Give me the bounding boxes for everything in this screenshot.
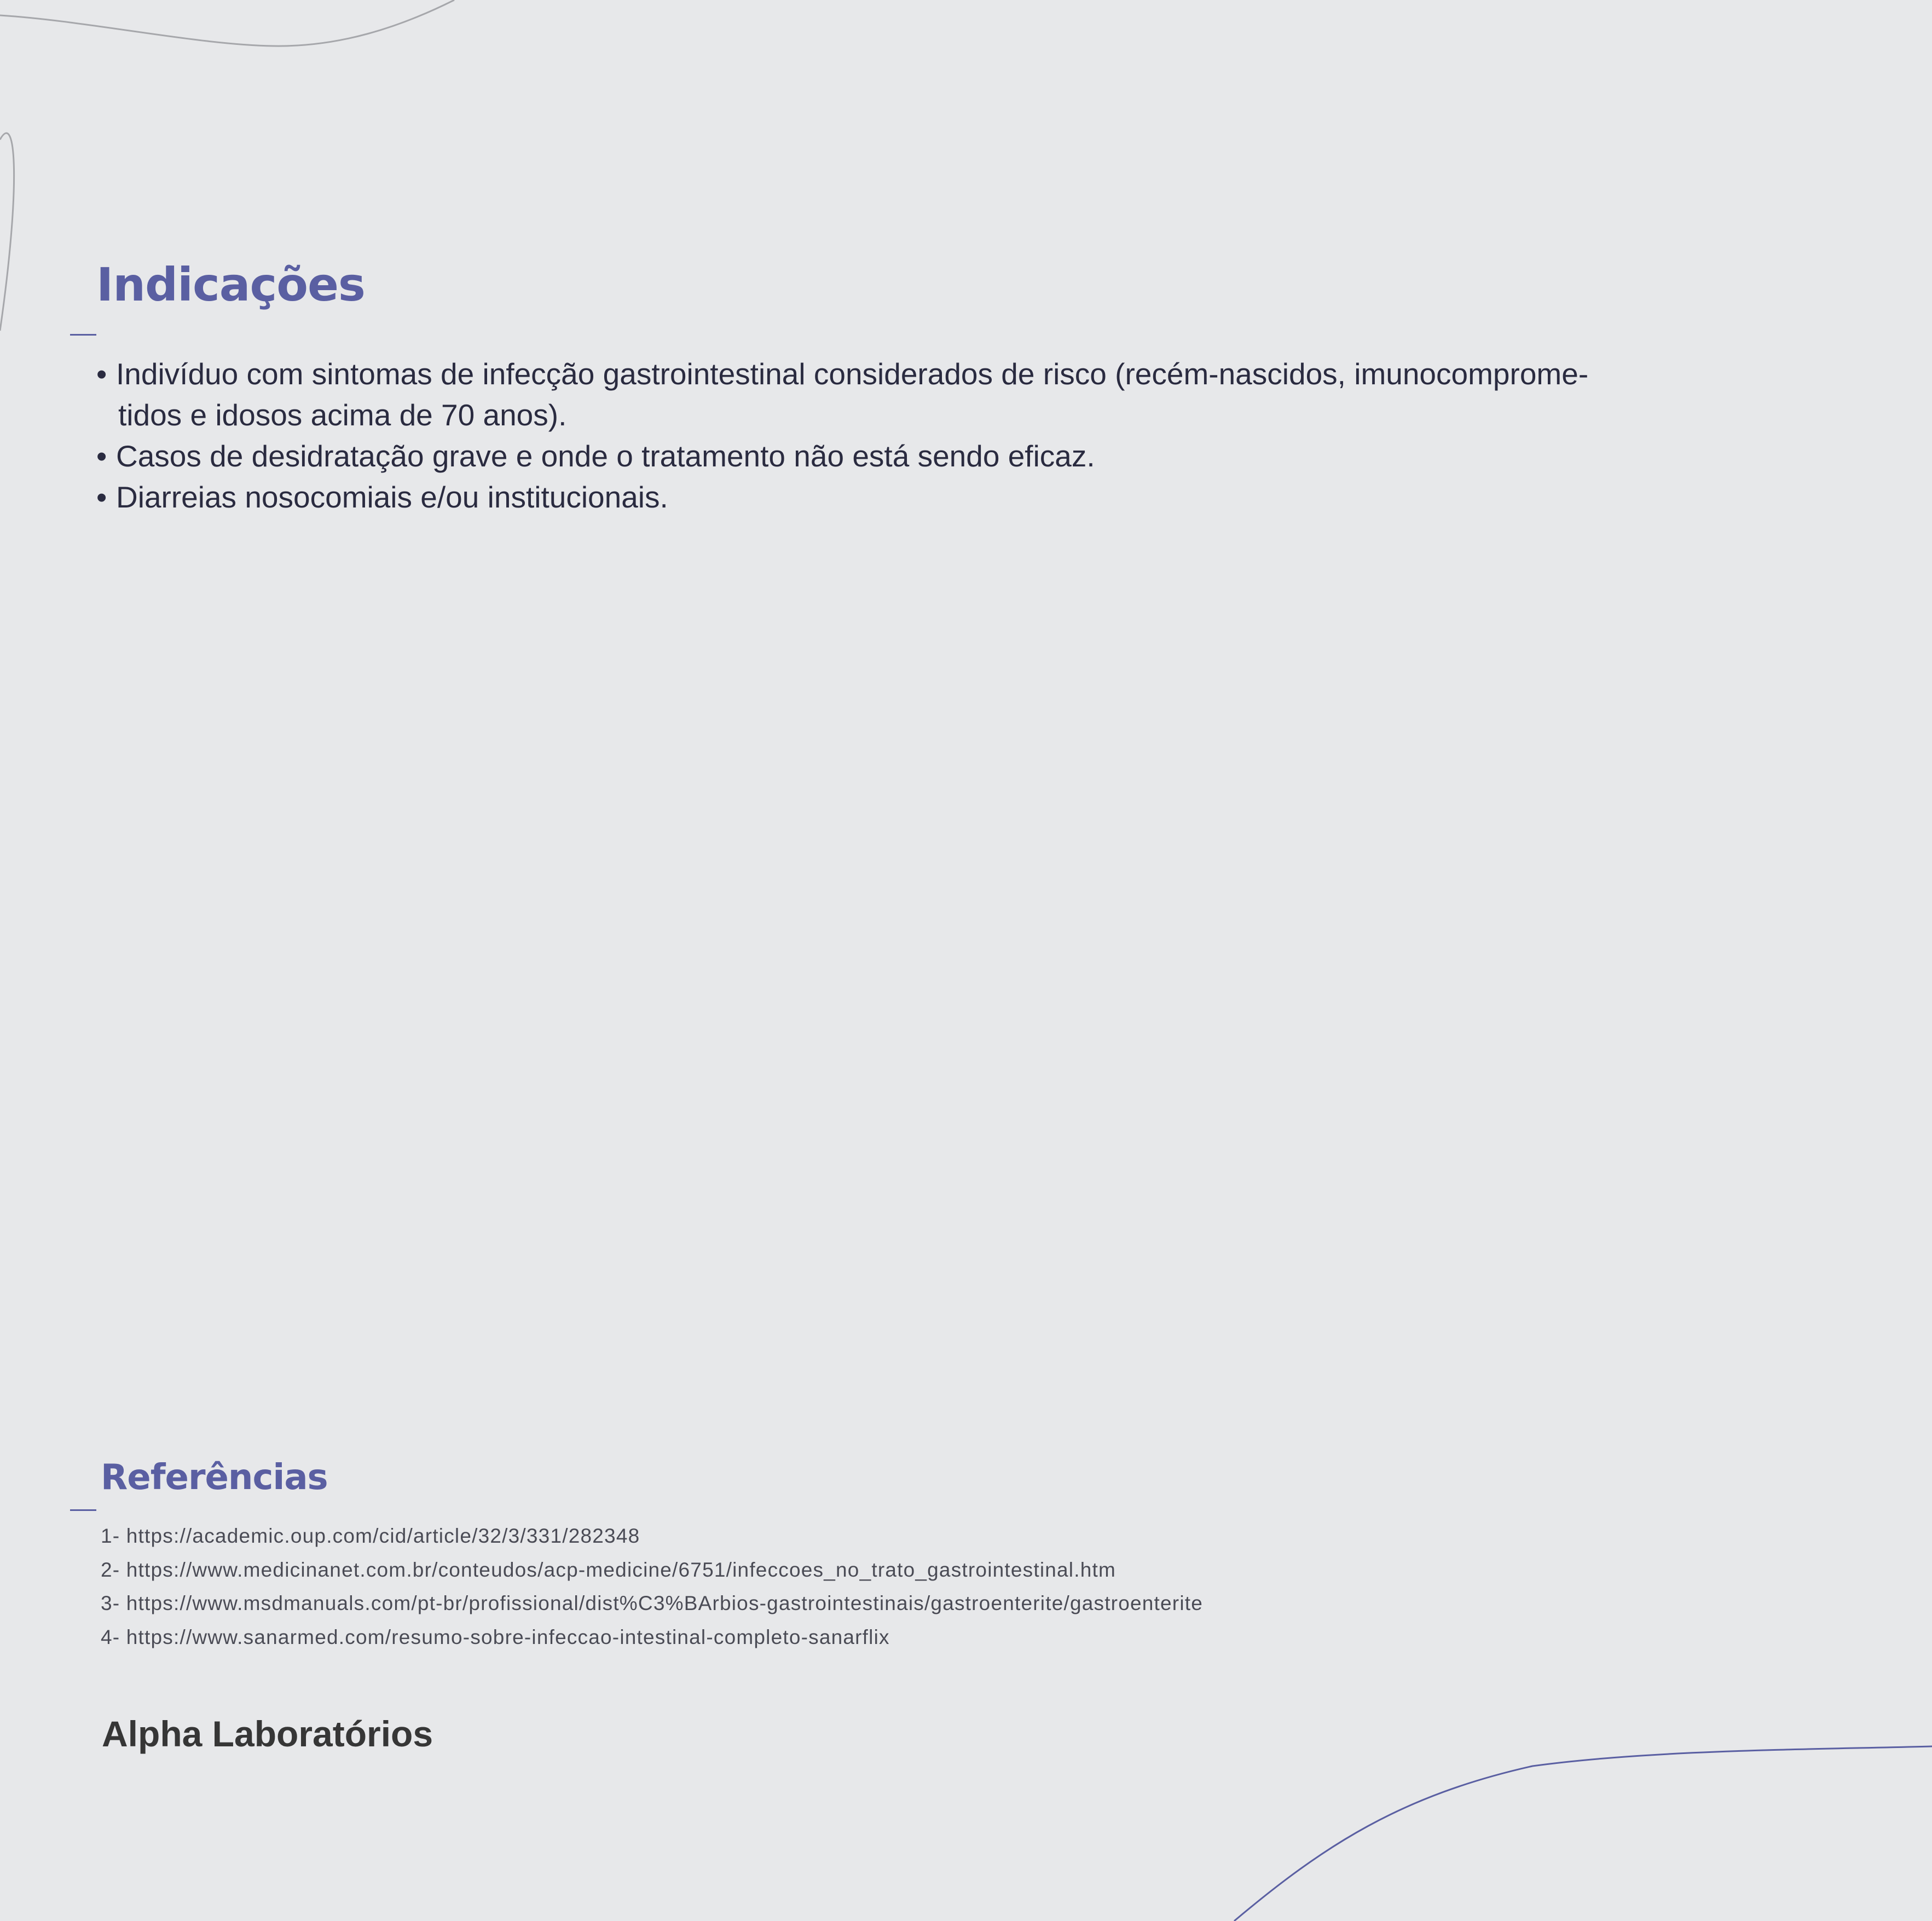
- bullet: •: [96, 439, 107, 473]
- top-left-curve-a: [0, 0, 454, 46]
- bullet: •: [96, 357, 107, 391]
- list-item-text: Casos de desidratação grave e onde o tratamento não está sendo eficaz.: [116, 439, 1095, 473]
- list-item: [96, 354, 1793, 436]
- reference-item: 2- https://www.medicinanet.com.br/conteudos/acp-medicine/6751/infeccoes_no_trato_gastrointestinal.htm: [101, 1558, 1116, 1581]
- list-item: [96, 436, 1793, 477]
- references-list: [101, 1519, 1203, 1654]
- list-item-text: Indivíduo com sintomas de infecção gastrointestinal considerados de risco (recém-nascidos, imunocomprome-: [116, 357, 1589, 391]
- bullet: •: [96, 480, 107, 514]
- indicacoes-list: [96, 354, 1793, 518]
- bottom-right-curve: [1234, 1746, 1932, 1921]
- list-item: [96, 477, 1793, 518]
- section-title-referencias: Referências: [101, 1457, 328, 1498]
- title-accent-dash: [70, 334, 96, 336]
- title-accent-dash: [70, 1509, 96, 1511]
- reference-item: 1- https://academic.oup.com/cid/article/32/3/331/282348: [101, 1525, 640, 1547]
- reference-item: 4- https://www.sanarmed.com/resumo-sobre-infeccao-intestinal-completo-sanarflix: [101, 1625, 890, 1648]
- reference-item: 3- https://www.msdmanuals.com/pt-br/profissional/dist%C3%BArbios-gastrointestinais/gastroenterite/gastroenterite: [101, 1592, 1203, 1614]
- brand-name: Alpha Laboratórios: [102, 1714, 433, 1754]
- top-left-curve-b: [0, 133, 14, 331]
- list-item-text: Diarreias nosocomiais e/ou institucionais.: [116, 480, 668, 514]
- section-title-indicacoes: Indicações: [96, 258, 365, 311]
- list-item-text-continuation: tidos e idosos acima de 70 anos).: [118, 398, 567, 432]
